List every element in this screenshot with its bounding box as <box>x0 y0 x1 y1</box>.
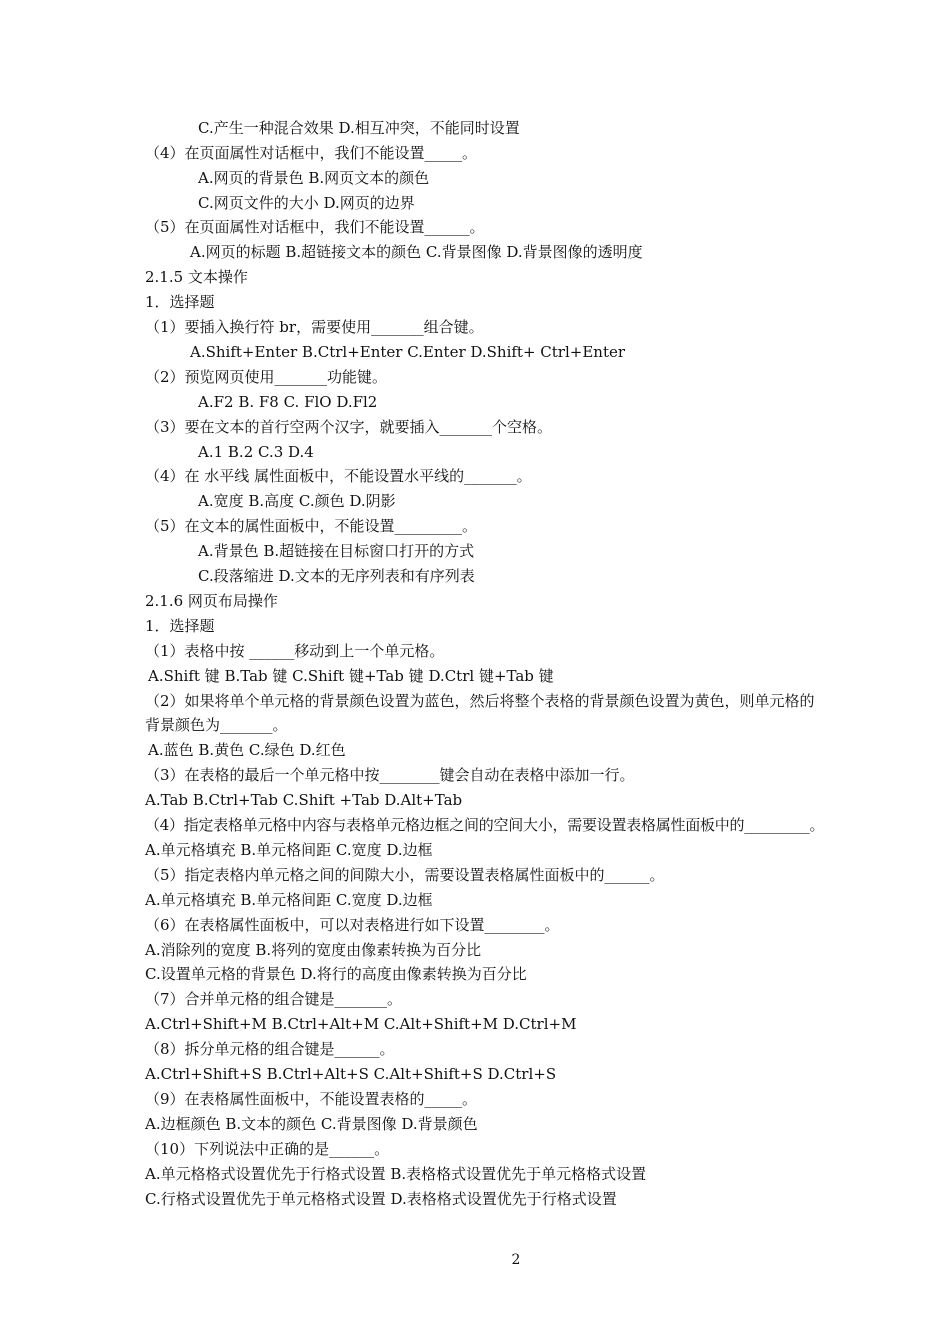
question-line: （2）如果将单个单元格的背景颜色设置为蓝色，然后将整个表格的背景颜色设置为黄色，则单元格的 <box>145 692 815 710</box>
option-line: A.Shift+Enter B.Ctrl+Enter C.Enter D.Shift+ Ctrl+Enter <box>190 343 626 361</box>
question-line: （3）在表格的最后一个单元格中按________键会自动在表格中添加一行。 <box>145 766 635 784</box>
question-line: （4）在 水平线 属性面板中，不能设置水平线的_______。 <box>145 467 532 485</box>
question-line: （5）在页面属性对话框中，我们不能设置______。 <box>145 218 485 236</box>
question-line: （9）在表格属性面板中，不能设置表格的_____。 <box>145 1090 478 1108</box>
question-line: （3）要在文本的首行空两个汉字，就要插入_______个空格。 <box>145 418 553 436</box>
option-line: C.网页文件的大小 D.网页的边界 <box>198 194 415 212</box>
subsection-heading: 1．选择题 <box>145 617 215 635</box>
option-line: A.边框颜色 B.文本的颜色 C.背景图像 D.背景颜色 <box>145 1115 478 1133</box>
subsection-heading: 1．选择题 <box>145 293 215 311</box>
option-line: A.单元格填充 B.单元格间距 C.宽度 D.边框 <box>145 891 433 909</box>
option-line: A.单元格填充 B.单元格间距 C.宽度 D.边框 <box>145 841 433 859</box>
question-line: （4）在页面属性对话框中，我们不能设置_____。 <box>145 144 478 162</box>
question-line: （1）表格中按 ______移动到上一个单元格。 <box>145 642 445 660</box>
option-line: C.设置单元格的背景色 D.将行的高度由像素转换为百分比 <box>145 965 527 983</box>
option-line: A.蓝色 B.黄色 C.绿色 D.红色 <box>148 741 346 759</box>
question-line: 背景颜色为_______。 <box>145 716 288 734</box>
option-line: A.消除列的宽度 B.将列的宽度由像素转换为百分比 <box>145 941 482 959</box>
option-line: A.1 B.2 C.3 D.4 <box>198 443 314 461</box>
question-line: （7）合并单元格的组合键是_______。 <box>145 990 403 1008</box>
question-line: （8）拆分单元格的组合键是______。 <box>145 1040 395 1058</box>
question-line: （5）指定表格内单元格之间的间隙大小，需要设置表格属性面板中的______。 <box>145 866 665 884</box>
option-line: A.Ctrl+Shift+M B.Ctrl+Alt+M C.Alt+Shift+M D.Ctrl+M <box>145 1015 577 1033</box>
question-line: （5）在文本的属性面板中，不能设置_________。 <box>145 517 478 535</box>
option-line: A.背景色 B.超链接在目标窗口打开的方式 <box>198 542 475 560</box>
option-line: A.网页的标题 B.超链接文本的颜色 C.背景图像 D.背景图像的透明度 <box>190 243 643 261</box>
question-line: （2）预览网页使用_______功能键。 <box>145 368 388 386</box>
option-line: A.宽度 B.高度 C.颜色 D.阴影 <box>198 492 396 510</box>
option-line: A.Tab B.Ctrl+Tab C.Shift +Tab D.Alt+Tab <box>145 791 463 809</box>
section-heading: 2.1.5 文本操作 <box>145 268 248 286</box>
option-line: A.Ctrl+Shift+S B.Ctrl+Alt+S C.Alt+Shift+S D.Ctrl+S <box>145 1065 557 1083</box>
option-line: A.单元格格式设置优先于行格式设置 B.表格格式设置优先于单元格格式设置 <box>145 1165 647 1183</box>
option-line: A.网页的背景色 B.网页文本的颜色 <box>198 169 430 187</box>
question-line: （1）要插入换行符 br，需要使用_______组合键。 <box>145 318 484 336</box>
option-line: A.Shift 键 B.Tab 键 C.Shift 键+Tab 键 D.Ctrl 键+Tab 键 <box>148 667 554 685</box>
option-line: C.行格式设置优先于单元格格式设置 D.表格格式设置优先于行格式设置 <box>145 1190 617 1208</box>
question-line: （6）在表格属性面板中，可以对表格进行如下设置________。 <box>145 916 560 934</box>
question-line: （10）下列说法中正确的是______。 <box>145 1140 390 1158</box>
question-line: （4）指定表格单元格中内容与表格单元格边框之间的空间大小，需要设置表格属性面板中的_________。 <box>145 816 825 834</box>
option-line: A.F2 B. F8 C. FlO D.Fl2 <box>198 393 378 411</box>
option-line: C.段落缩进 D.文本的无序列表和有序列表 <box>198 567 475 585</box>
page-number: 2 <box>511 1252 521 1268</box>
section-heading: 2.1.6 网页布局操作 <box>145 592 278 610</box>
option-line: C.产生一种混合效果 D.相互冲突，不能同时设置 <box>198 119 520 137</box>
